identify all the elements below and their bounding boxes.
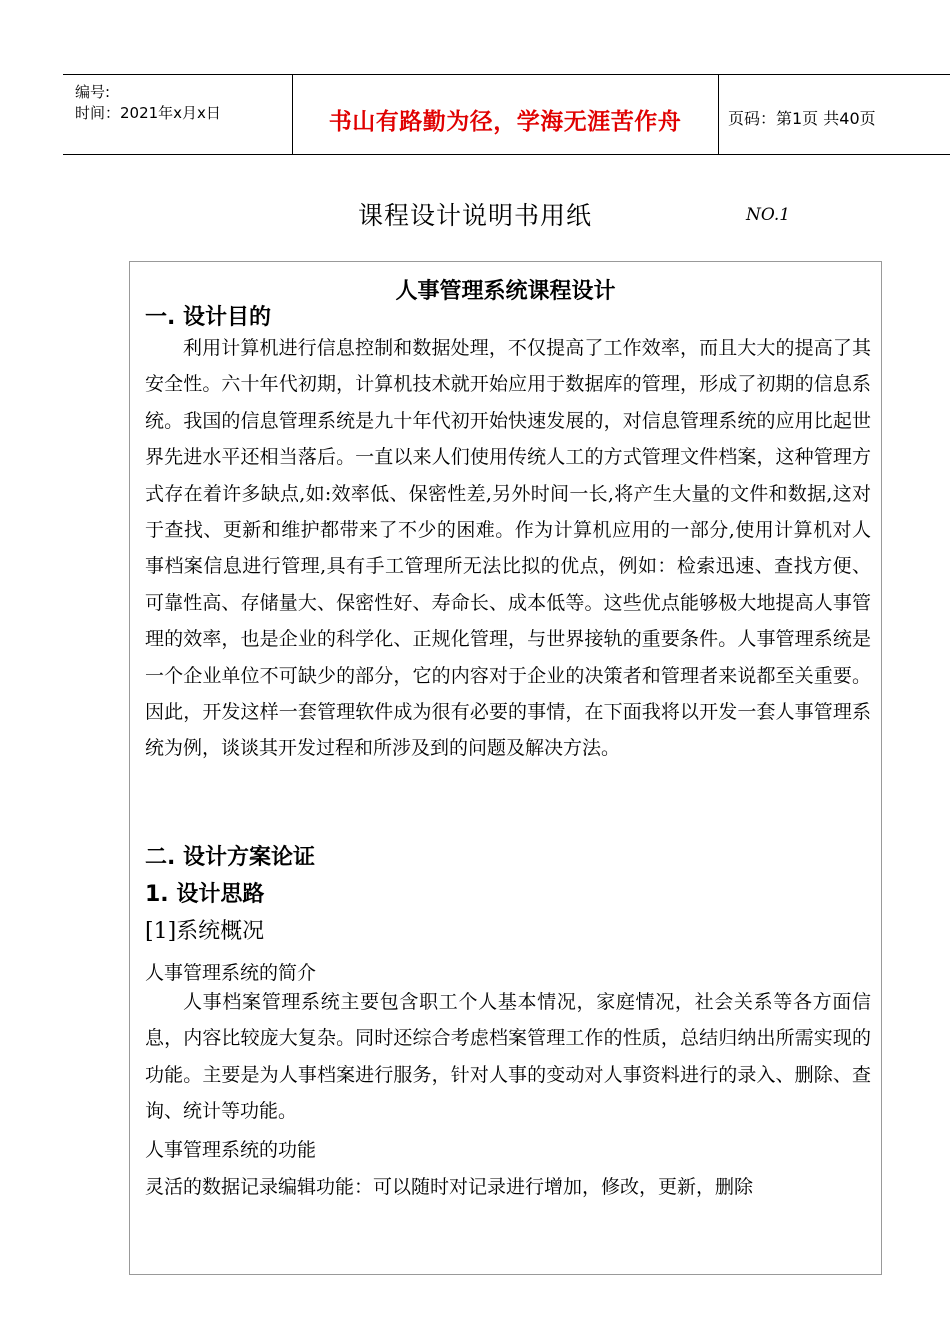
subsection-heading-approach: 1. 设计思路 — [145, 882, 265, 907]
section-heading-design: 二. 设计方案论证 — [145, 845, 316, 870]
section-heading-purpose: 一. 设计目的 — [145, 305, 272, 330]
function-line: 灵活的数据记录编辑功能：可以随时对记录进行增加，修改，更新，删除 — [145, 1176, 754, 1198]
document-date: 时间：2021年x月x日 — [75, 104, 221, 122]
content-box — [129, 261, 882, 1275]
header-top-rule — [63, 74, 950, 75]
header-meta — [75, 82, 221, 124]
header-page-info: 页码：第1页 共40页 — [728, 109, 876, 128]
header-bottom-rule — [63, 154, 950, 155]
document-title: 人事管理系统课程设计 — [395, 279, 616, 304]
document-number-label: 编号: — [75, 83, 111, 101]
intro-label: 人事管理系统的简介 — [145, 962, 317, 984]
header-divider-right — [718, 74, 719, 155]
paper-number: NO.1 — [746, 205, 791, 225]
header-motto: 书山有路勤为径，学海无涯苦作舟 — [328, 109, 682, 135]
paper-title: 课程设计说明书用纸 — [357, 201, 592, 230]
subsubsection-heading-overview: [1]系统概况 — [145, 919, 265, 944]
function-label: 人事管理系统的功能 — [145, 1139, 317, 1161]
purpose-paragraph: 利用计算机进行信息控制和数据处理，不仅提高了工作效率，而且大大的提高了其安全性。六十年代初期，计算机技术就开始应用于数据库的管理，形成了初期的信息系统。我国的信息管理系统是九十年代初开始快速发展的，对信息管理系统的应用比起世界先进水平还相当落后。一直以来人们使用传统人工的方式管理文件档案，这种管理方式存在着许多缺点,如:效率低、保密性差,另外时间一长,将产生大量的文件和数据,这对于查找、更新和维护都带来了不少的困难。作为计算机应用的一部分,使用计算机对人事档案信息进行管理,具有手工管理所无法比拟的优点，例如：检索迅速、查找方便、可靠性高、存储量大、保密性好、寿命长、成本低等。这些优点能够极大地提高人事管理的效率，也是企业的科学化、正规化管理，与世界接轨的重要条件。人事管理系统是一个企业单位不可缺少的部分，它的内容对于企业的决策者和管理者来说都至关重要。因此，开发这样一套管理软件成为很有必要的事情，在下面我将以开发一套人事管理系统为例，谈谈其开发过程和所涉及到的问题及解决方法。 — [145, 337, 871, 760]
intro-paragraph: 人事档案管理系统主要包含职工个人基本情况，家庭情况，社会关系等各方面信息，内容比较庞大复杂。同时还综合考虑档案管理工作的性质，总结归纳出所需实现的功能。主要是为人事档案进行服务，针对人事的变动对人事资料进行的录入、删除、查询、统计等功能。 — [145, 991, 871, 1123]
